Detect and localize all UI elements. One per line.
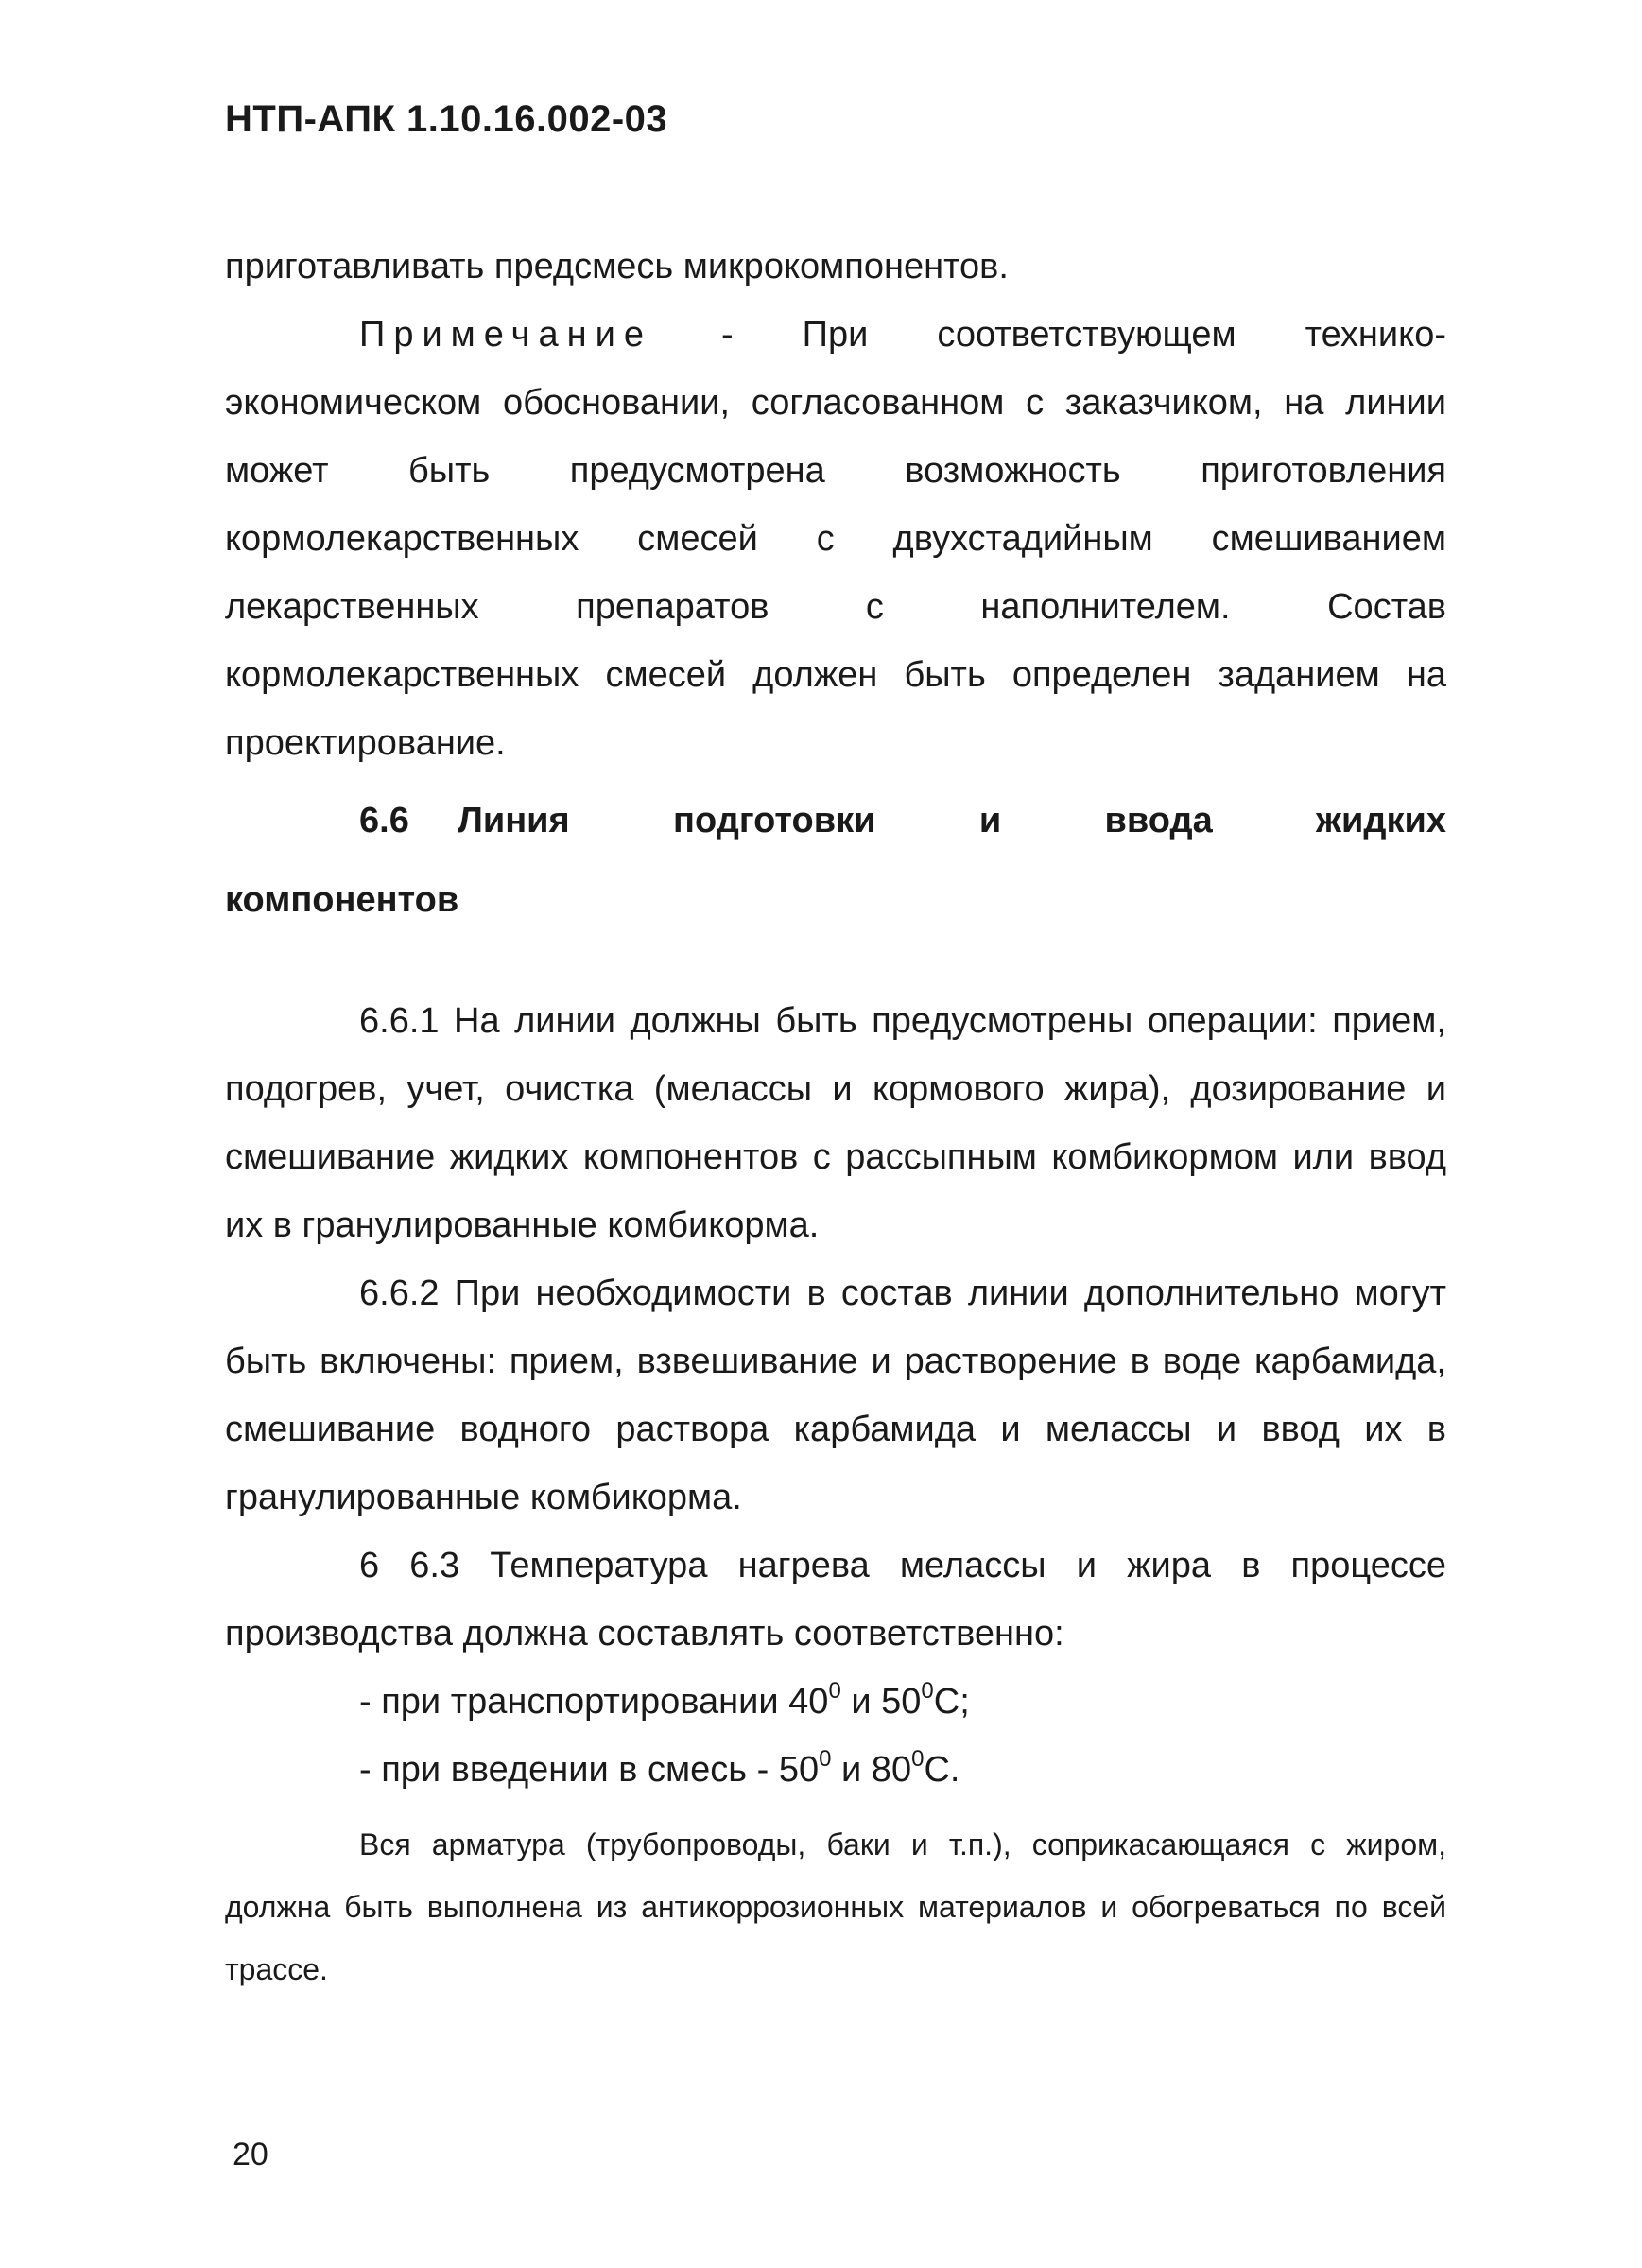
section-title: Линия подготовки и ввода жидких компонентов: [225, 801, 1446, 920]
note-paragraph: [225, 301, 1446, 777]
list-item-text: - при введении в смесь - 50: [359, 1750, 820, 1790]
temperature-list: [359, 1668, 970, 1804]
list-item-text: С.: [924, 1750, 960, 1790]
paragraph-6-6-2: 6.6.2 При необходимости в состав линии дополнительно могут быть включены: прием, взвешивание и растворение в воде карбамида, смешивание водного раствора карбамида и мелассы и ввод их в гранулированные комбикорма.: [225, 1273, 1446, 1517]
degree-superscript: 0: [819, 1746, 832, 1772]
paragraph-6-6-3: 6 6.3 Температура нагрева мелассы и жира в процессе производства должна составлять соответственно:: [225, 1546, 1446, 1653]
list-item-text: С;: [933, 1682, 970, 1722]
note-text: - При соответствующем технико-экономическом обосновании, согласованном с заказчиком, на линии может быть предусмотрена возможность приготовления кормолекарственных смесей с двухстадийным смешиванием лекарственных препаратов с наполнителем. Состав кормолекарственных смесей должен быть определен заданием на проектирование.: [225, 315, 1446, 763]
paragraph-continuation: приготавливать предсмесь микрокомпонентов.: [225, 247, 1009, 286]
list-item-text: и 50: [840, 1682, 922, 1722]
degree-superscript: 0: [911, 1746, 925, 1772]
list-item: [359, 1736, 970, 1804]
list-item: [359, 1668, 970, 1736]
section-heading-6-6: [225, 781, 1446, 940]
section-number: 6.6: [359, 801, 409, 840]
paragraph-fittings: Вся арматура (трубопроводы, баки и т.п.), соприкасающаяся с жиром, должна быть выполнена из антикоррозионных материалов и обогреваться по всей трассе.: [225, 1827, 1446, 1986]
note-label: Примечание: [359, 315, 652, 355]
list-item-text: и 80: [831, 1750, 912, 1790]
paragraph-6-6-1: 6.6.1 На линии должны быть предусмотрены операции: прием, подогрев, учет, очистка (мелассы и кормового жира), дозирование и смешивание жидких компонентов с рассыпным комбикормом или ввод их в гранулированные комбикорма.: [225, 1001, 1446, 1245]
page-number: 20: [233, 2137, 268, 2173]
list-item-text: - при транспортировании 40: [359, 1682, 829, 1722]
document-code: НТП-АПК 1.10.16.002-03: [225, 98, 668, 140]
degree-superscript: 0: [828, 1678, 841, 1704]
degree-superscript: 0: [921, 1678, 934, 1704]
